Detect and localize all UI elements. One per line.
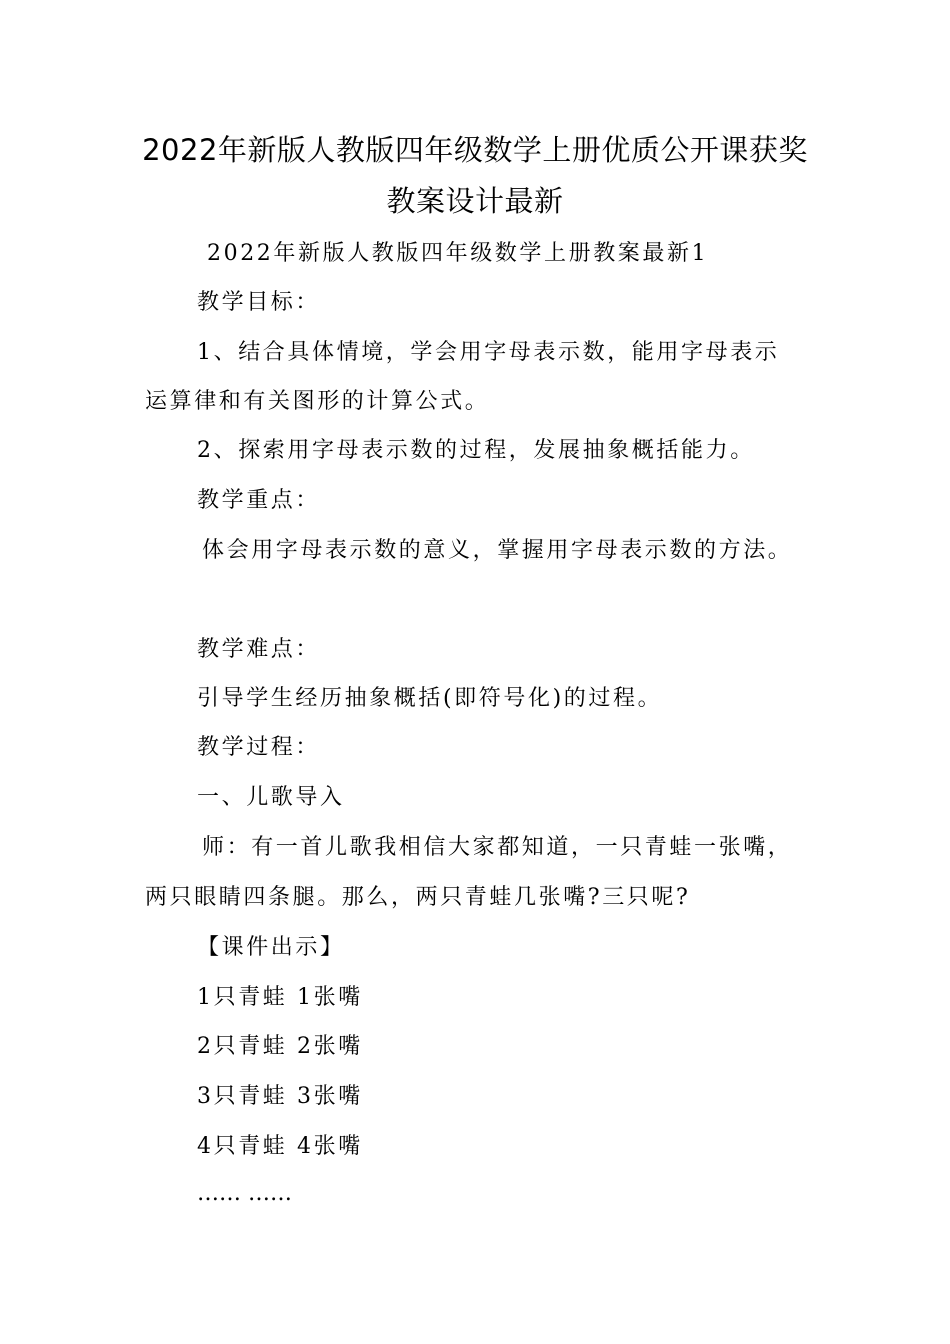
courseware-label: 【课件出示】 <box>197 935 345 960</box>
section-heading-process: 教学过程： <box>197 735 321 760</box>
document-subtitle: 2022年新版人教版四年级数学上册教案最新1 <box>207 241 709 266</box>
paragraph-line: 体会用字母表示数的意义，掌握用字母表示数的方法。 <box>202 538 793 563</box>
paragraph-line: 引导学生经历抽象概括(即符号化)的过程。 <box>197 686 663 711</box>
paragraph-line: 2、探索用字母表示数的过程，发展抽象概括能力。 <box>197 438 755 463</box>
list-item-ellipsis: …… …… <box>197 1181 292 1206</box>
document-title-line-2: 教案设计最新 <box>386 184 564 218</box>
paragraph-line: 运算律和有关图形的计算公式。 <box>145 389 490 414</box>
list-item: 2只青蛙 2张嘴 <box>197 1034 363 1059</box>
paragraph-line: 1、结合具体情境，学会用字母表示数，能用字母表示 <box>197 340 780 365</box>
section-heading-key-points: 教学重点： <box>197 488 321 513</box>
paragraph-line: 师：有一首儿歌我相信大家都知道，一只青蛙一张嘴， <box>202 835 793 860</box>
section-heading-difficulties: 教学难点： <box>197 637 321 662</box>
list-item: 3只青蛙 3张嘴 <box>197 1084 363 1109</box>
paragraph-line: 两只眼睛四条腿。那么，两只青蛙几张嘴?三只呢? <box>145 885 691 910</box>
subsection-heading: 一、儿歌导入 <box>197 785 345 810</box>
section-heading-objectives: 教学目标： <box>197 290 321 315</box>
list-item: 4只青蛙 4张嘴 <box>197 1134 363 1159</box>
document-title-line-1: 2022年新版人教版四年级数学上册优质公开课获奖 <box>142 133 808 167</box>
list-item: 1只青蛙 1张嘴 <box>197 985 363 1010</box>
